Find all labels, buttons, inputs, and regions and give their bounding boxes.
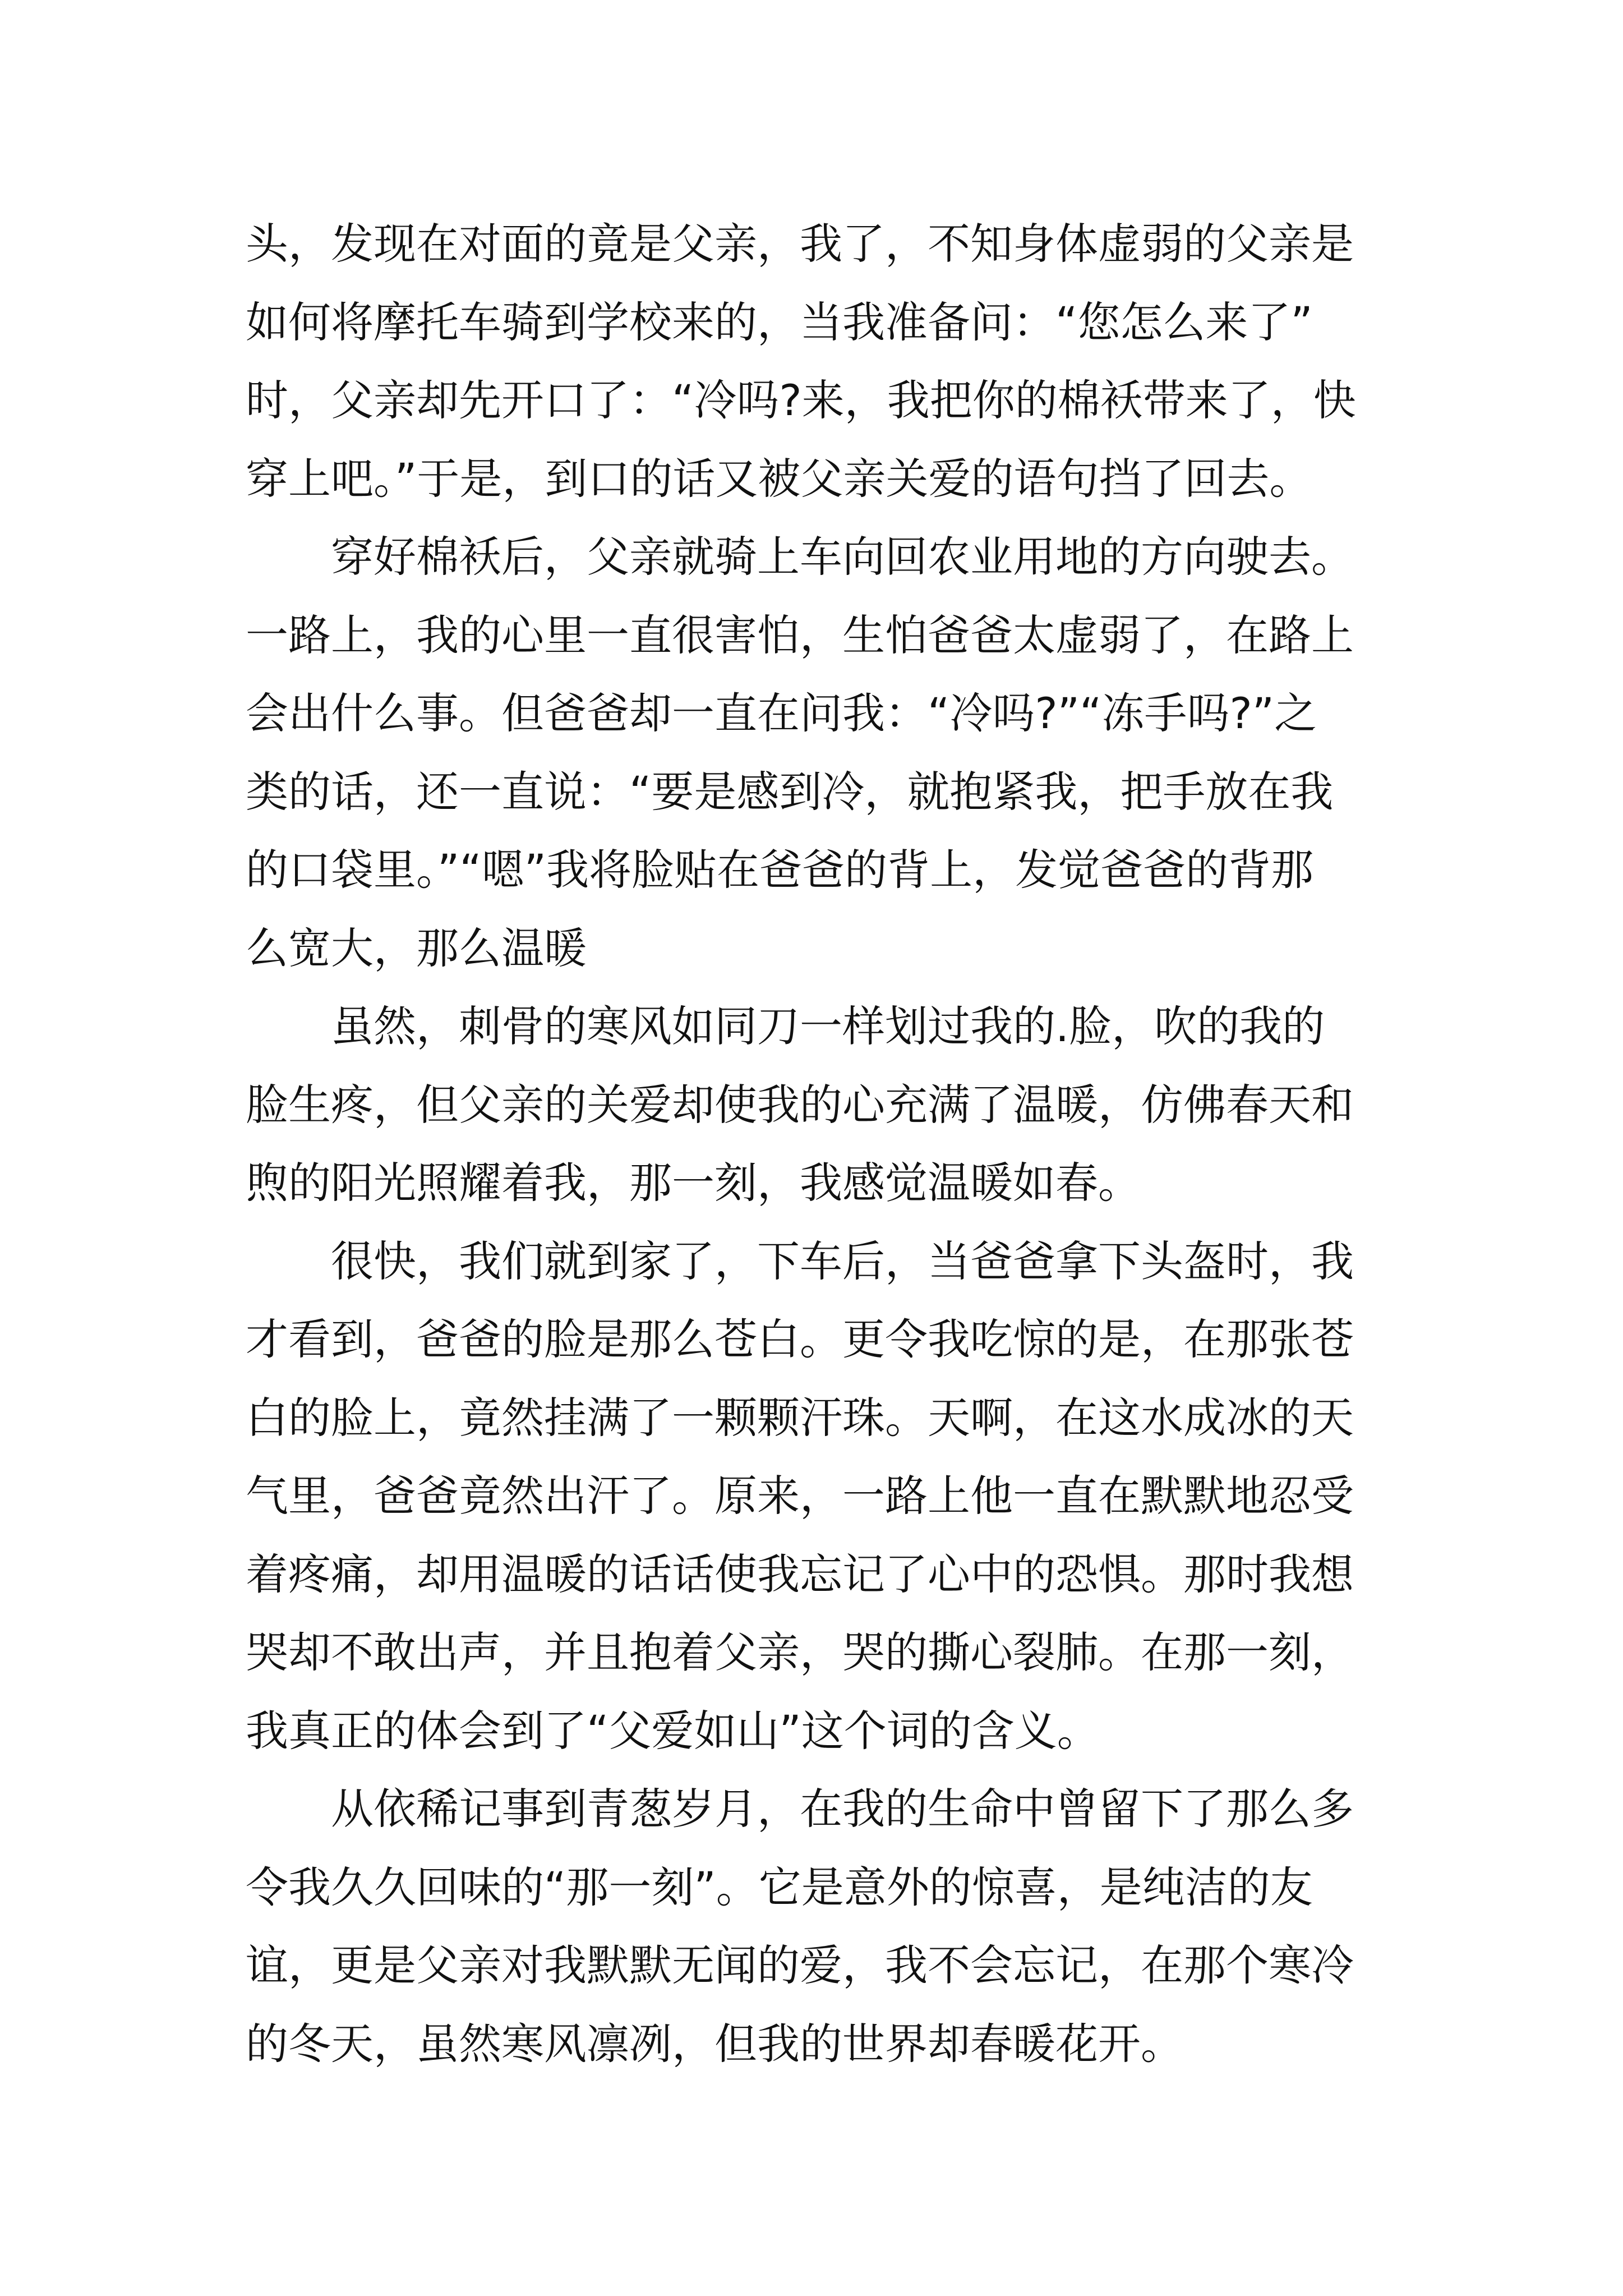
- document-body: [246, 205, 1390, 2083]
- text-line: 虽然，刺骨的寒风如同刀一样划过我的.脸，吹的我的: [246, 1001, 1325, 1051]
- text-line: 头，发现在对面的竟是父亲，我了，不知身体虚弱的父亲是: [246, 219, 1354, 269]
- text-line: 着疼痛，却用温暖的话话使我忘记了心中的恐惧。那时我想: [246, 1549, 1354, 1599]
- paragraph-5: [246, 1770, 1390, 2083]
- text-line: 穿好棉袄后，父亲就骑上车向回农业用地的方向驶去。: [246, 532, 1354, 582]
- paragraph-2: [246, 518, 1390, 987]
- text-line: 的口袋里。”“嗯”我将脸贴在爸爸的背上，发觉爸爸的背那: [246, 845, 1314, 895]
- text-line: 一路上，我的心里一直很害怕，生怕爸爸太虚弱了，在路上: [246, 610, 1354, 660]
- text-line: 类的话，还一直说：“要是感到冷，就抱紧我，把手放在我: [246, 766, 1334, 817]
- paragraph-4: [246, 1222, 1390, 1770]
- text-line: 会出什么事。但爸爸却一直在问我：“冷吗?”“冻手吗?”之: [246, 688, 1317, 738]
- text-line: 气里，爸爸竟然出汗了。原来，一路上他一直在默默地忍受: [246, 1471, 1354, 1521]
- text-line: 我真正的体会到了“父爱如山”这个词的含义。: [246, 1705, 1100, 1756]
- text-line: 从依稀记事到青葱岁月，在我的生命中曾留下了那么多: [246, 1784, 1354, 1834]
- text-line: 才看到，爸爸的脸是那么苍白。更令我吃惊的是，在那张苍: [246, 1314, 1354, 1364]
- text-line: 么宽大，那么温暖: [246, 923, 587, 973]
- text-line: 煦的阳光照耀着我，那一刻，我感觉温暖如春。: [246, 1158, 1141, 1208]
- text-line: 如何将摩托车骑到学校来的，当我准备问：“您怎么来了”: [246, 297, 1313, 347]
- text-line: 白的脸上，竟然挂满了一颗颗汗珠。天啊，在这水成冰的天: [246, 1392, 1354, 1443]
- text-line: 令我久久回味的“那一刻”。它是意外的惊喜，是纯洁的友: [246, 1862, 1313, 1912]
- text-line: 的冬天，虽然寒风凛冽，但我的世界却春暖花开。: [246, 2018, 1183, 2069]
- paragraph-3: [246, 987, 1390, 1222]
- text-line: 很快，我们就到家了，下车后，当爸爸拿下头盔时，我: [246, 1236, 1354, 1286]
- paragraph-1: [246, 205, 1390, 518]
- text-line: 脸生疼，但父亲的关爱却使我的心充满了温暖，仿佛春天和: [246, 1079, 1354, 1130]
- text-line: 时，父亲却先开口了：“冷吗?来，我把你的棉袄带来了，快: [246, 375, 1356, 425]
- text-line: 哭却不敢出声，并且抱着父亲，哭的撕心裂肺。在那一刻，: [246, 1627, 1354, 1677]
- text-line: 谊，更是父亲对我默默无闻的爱，我不会忘记，在那个寒冷: [246, 1940, 1354, 1990]
- text-line: 穿上吧。”于是，到口的话又被父亲关爱的语句挡了回去。: [246, 453, 1312, 504]
